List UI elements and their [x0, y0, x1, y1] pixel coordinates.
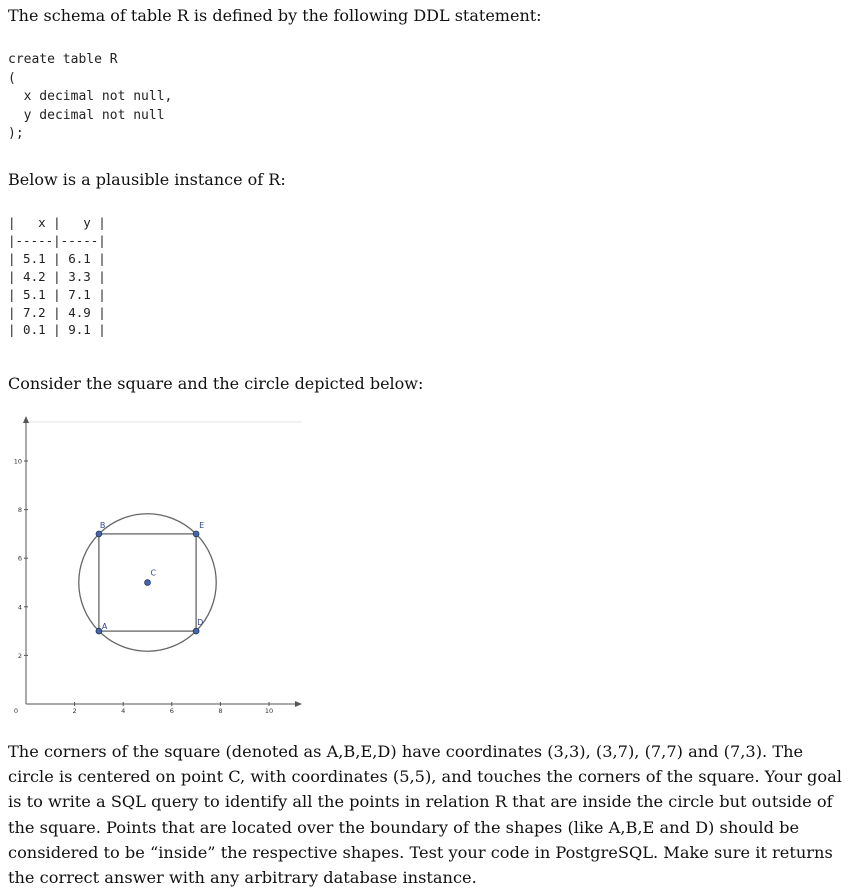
y-tick-label: 10 [13, 457, 22, 466]
point-label-d: D [197, 618, 204, 628]
point-c [145, 580, 151, 586]
y-tick-label: 2 [17, 651, 22, 660]
instance-label: Below is a plausible instance of R: [8, 170, 286, 189]
point-d [193, 628, 199, 634]
x-tick-label: 8 [218, 707, 223, 715]
point-label-c: C [150, 568, 157, 578]
x-tick-label: 2 [72, 707, 77, 715]
point-label-a: A [101, 622, 108, 632]
task-paragraph: The corners of the square (denoted as A,B,E,D) have coordinates (3,3), (3,7), (7,7) and (7,3). The circle is centered on point C, with coordinates (5,5), and touches the corners of the square. Your goal is to write a SQL query to identify all the points in relation R that are inside the circle but outside of the square. Points that are located over the boundary of the shapes (like A,B,E and D) should be considered to be “inside” the respective shapes. Test your code in PostgreSQL. Make sure it returns the correct answer with any arbitrary database instance. [8, 742, 842, 888]
points-layer [96, 521, 204, 634]
x-tick-label: 10 [264, 707, 274, 715]
y-tick-label: 6 [17, 554, 22, 563]
point-b [96, 531, 102, 537]
x-tick-label: 6 [169, 707, 174, 715]
ddl-code-block: create table R ( x decimal not null, y decimal not null ); [8, 52, 173, 141]
intro-text: The schema of table R is defined by the following DDL statement: [8, 6, 542, 25]
point-e [193, 531, 199, 537]
geometry-plot [8, 414, 308, 720]
point-label-b: B [99, 520, 106, 530]
y-tick-label: 4 [17, 603, 22, 612]
y-axis-arrow [23, 416, 29, 423]
geometry-figure [8, 414, 308, 720]
instance-table: | x | y | |-----|-----| | 5.1 | 6.1 | | 4.2 | 3.3 | | 5.1 | 7.1 | | 7.2 | 4.9 | | 0.1 | 9.1 | [8, 215, 106, 338]
x-axis-arrow [295, 701, 302, 707]
x-tick-label: 4 [121, 707, 126, 715]
point-label-e: E [199, 520, 205, 530]
x-tick-label: 0 [13, 707, 19, 715]
y-tick-label: 8 [17, 506, 22, 515]
consider-text: Consider the square and the circle depicted below: [8, 374, 424, 393]
